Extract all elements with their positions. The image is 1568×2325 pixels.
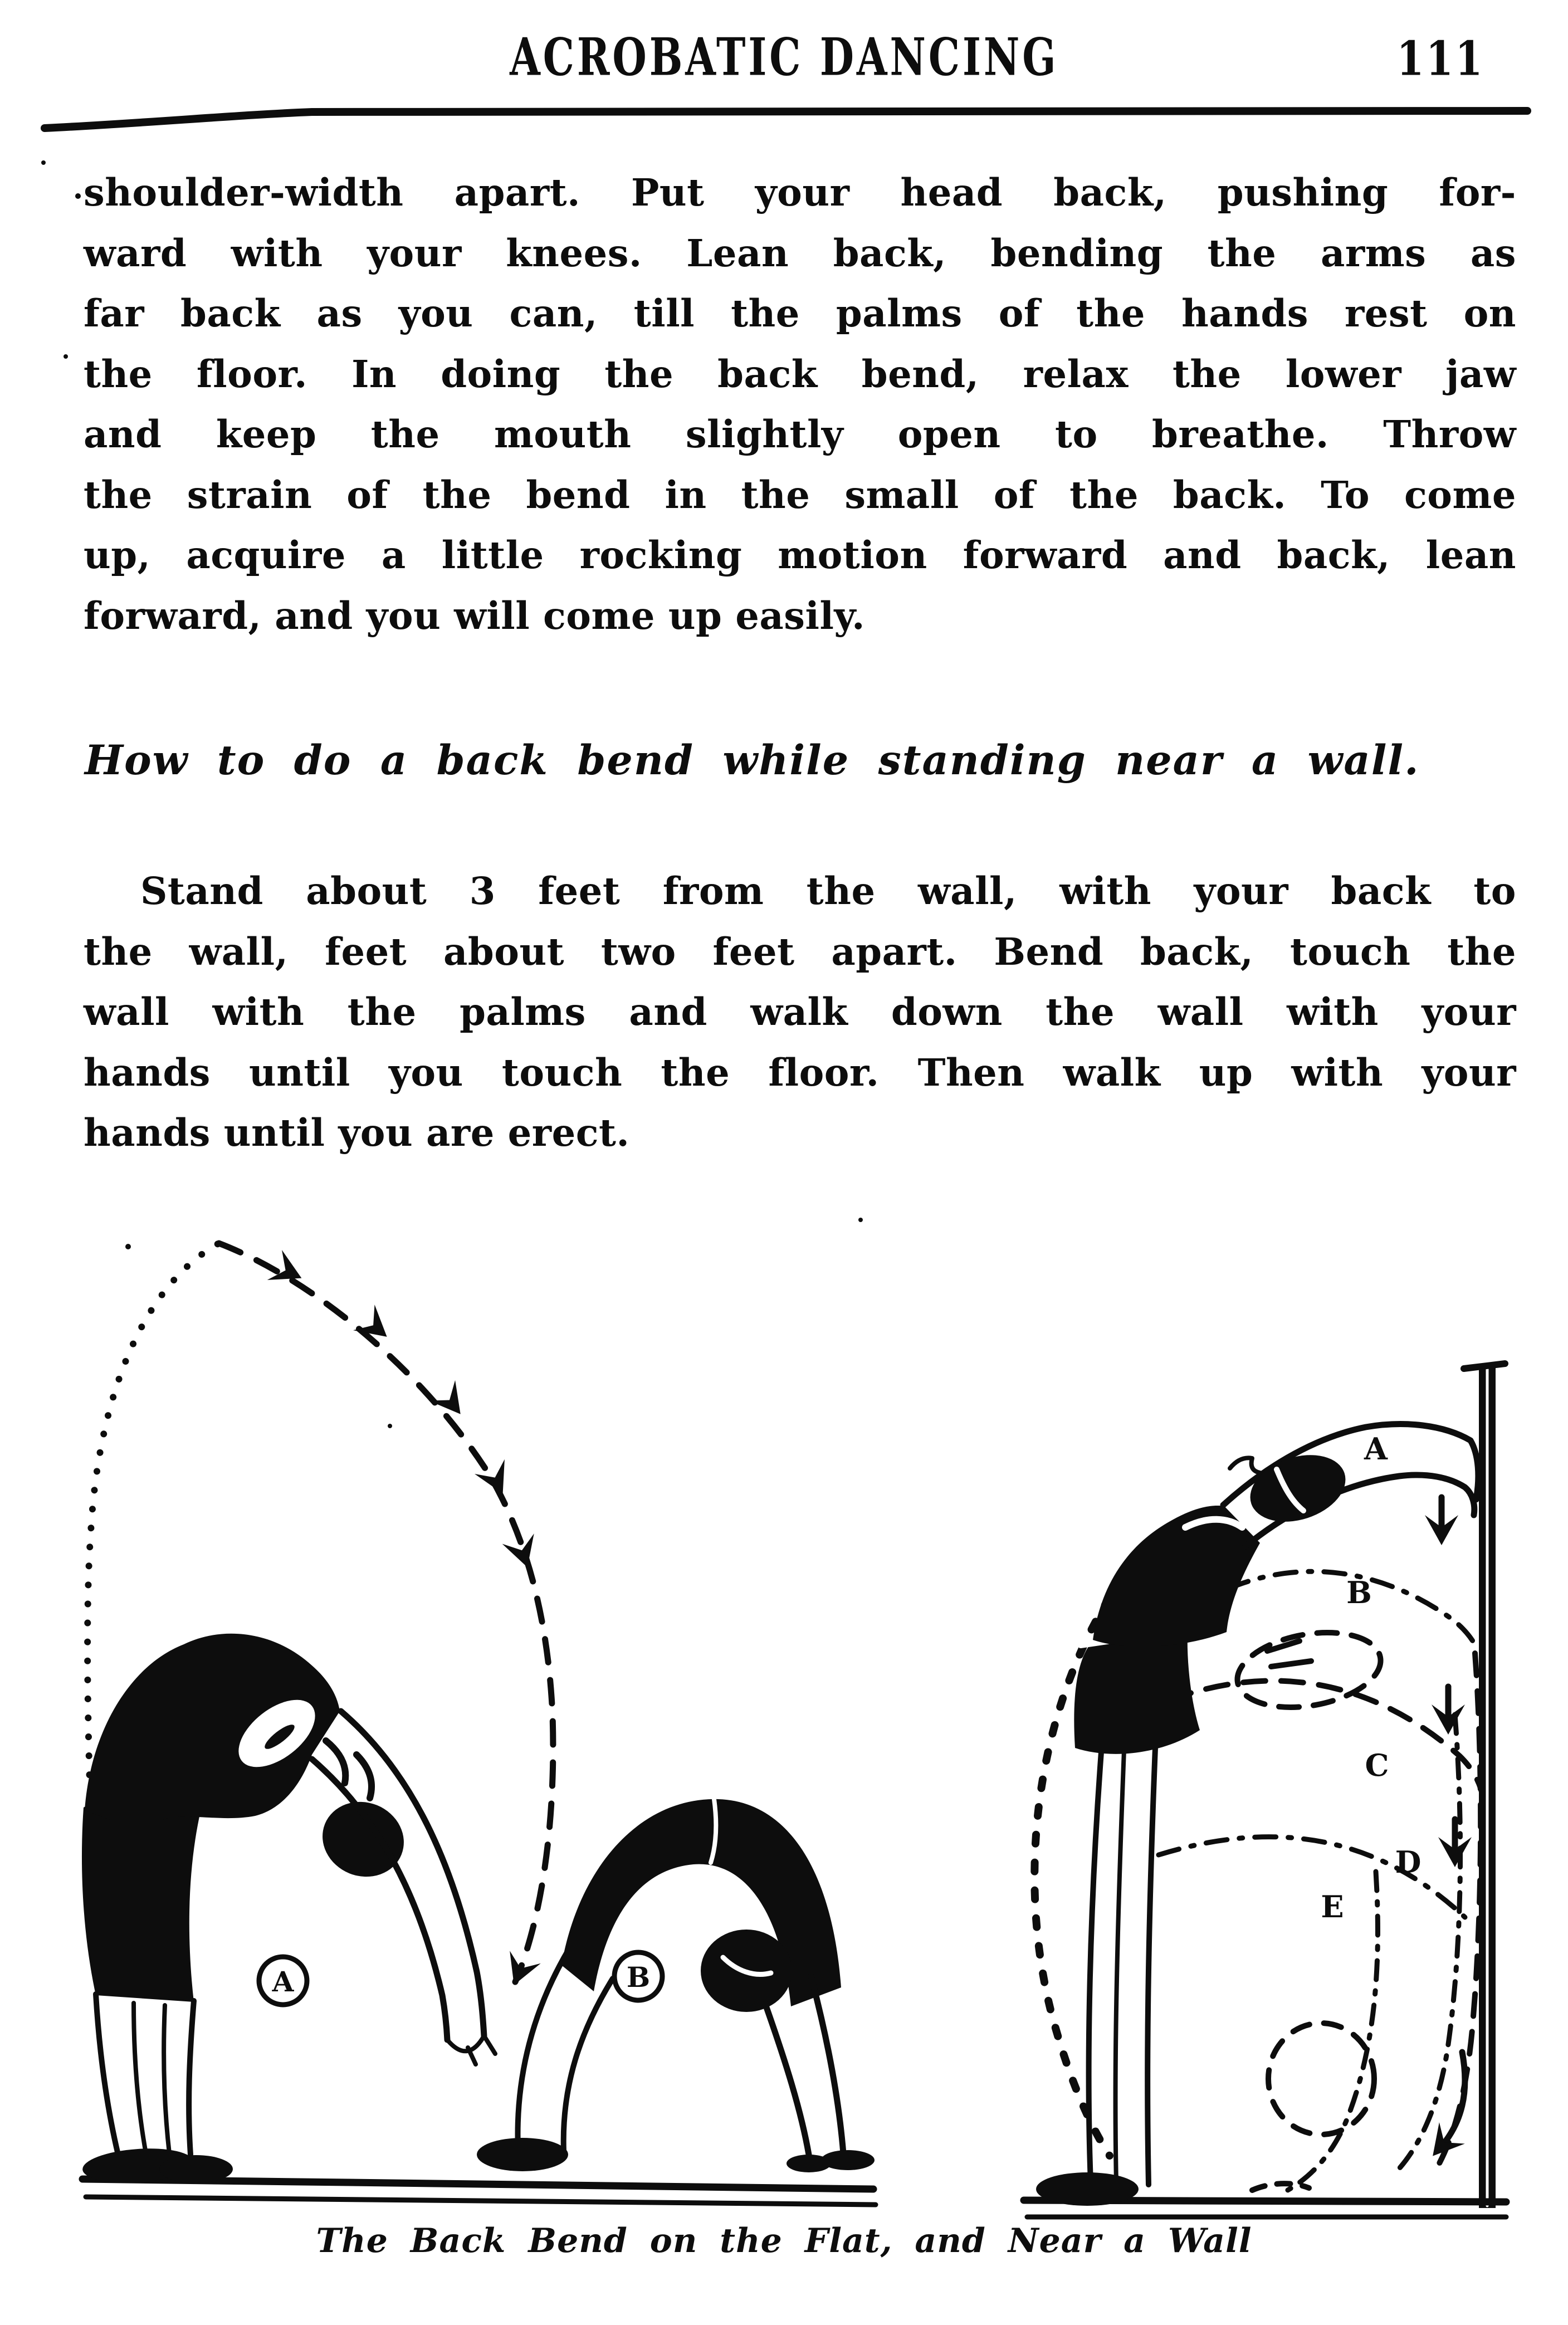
- wall-down-arrows: [1420, 1497, 1472, 2167]
- wall-label-a-text: A: [1364, 1431, 1388, 1467]
- wall-label-c-text: C: [1365, 1747, 1389, 1783]
- text-line: the strain of the bend in the small of the back. To come: [84, 472, 1516, 517]
- text-line: hands until you are erect.: [84, 1111, 630, 1155]
- page-number: 111: [1396, 31, 1484, 86]
- text-line: shoulder-width apart. Put your head back, pushing for-: [84, 170, 1516, 214]
- flat-label-b-text: B: [626, 1961, 651, 1994]
- scan-speckle: [41, 160, 863, 1428]
- label-flat-position-a: [259, 1957, 307, 2005]
- figure-a-drawing: [81, 1634, 495, 2186]
- text-line: up, acquire a little rocking motion forward and back, lean: [84, 533, 1516, 577]
- wall-position-labels: [1321, 1431, 1421, 1925]
- text-line: Stand about 3 feet from the wall, with your back to: [140, 869, 1516, 913]
- wall-label-d-text: D: [1395, 1844, 1422, 1880]
- ground-line-flat: [82, 2179, 876, 2205]
- text-line: the wall, feet about two feet apart. Bend back, touch the: [84, 929, 1516, 974]
- text-line: ward with your knees. Lean back, bending the arms as: [84, 231, 1516, 275]
- text-line: the floor. In doing the back bend, relax the lower jaw: [84, 351, 1516, 396]
- text-line: forward, and you will come up easily.: [84, 593, 865, 638]
- figure-b-drawing: [477, 1799, 875, 2172]
- wall-label-b-text: B: [1346, 1575, 1372, 1610]
- header-rule: [45, 111, 1527, 128]
- section-heading: How to do a back bend while standing near a wall.: [85, 736, 1420, 784]
- text-line: and keep the mouth slightly open to breathe. Throw: [84, 412, 1516, 456]
- label-flat-position-b: [614, 1952, 662, 2000]
- running-head-title: ACROBATIC DANCING: [509, 26, 1059, 88]
- text-line: wall with the palms and walk down the wall with your: [84, 990, 1516, 1034]
- text-line: hands until you touch the floor. Then walk up with your: [84, 1050, 1516, 1095]
- text-line: far back as you can, till the palms of the hands rest on: [84, 291, 1516, 335]
- figure-caption: The Back Bend on the Flat, and Near a Wall: [316, 2221, 1252, 2260]
- wall-label-e-text: E: [1321, 1889, 1344, 1925]
- flat-label-a-text: A: [272, 1965, 294, 1998]
- wall-figure-drawing: [1036, 1424, 1478, 2206]
